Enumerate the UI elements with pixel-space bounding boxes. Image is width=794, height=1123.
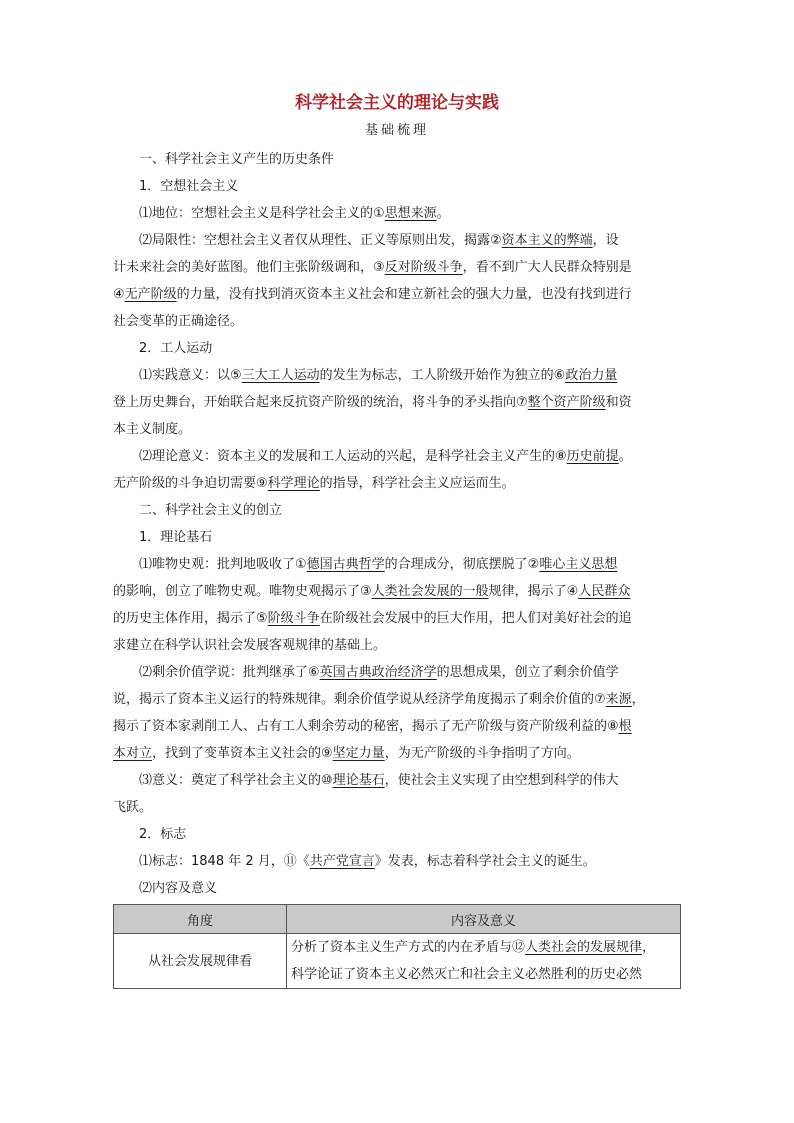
paragraph-practice: ⑴实践意义：以⑤三大工人运动的发生为标志，工人阶级开始作为独立的⑥政治力量 登上历史舞台，开始联合起来反抗资产阶级的统治，将斗争的矛头指向⑦整个资产阶级和资 本主义制度。 [113, 368, 632, 437]
section-heading-1: 一、科学社会主义产生的历史条件 [139, 152, 335, 167]
answer-blank: 理论基石 [332, 773, 385, 788]
answer-blank: 反对阶级斗争 [384, 260, 463, 275]
answer-blank: 思想来源 [384, 206, 437, 221]
answer-blank: 无产阶级 [124, 287, 177, 302]
paragraph-status: ⑴地位：空想社会主义是科学社会主义的①思想来源。 [139, 206, 450, 221]
answer-blank: 政治力量 [565, 368, 618, 383]
paragraph-content-label: ⑵内容及意义 [139, 881, 218, 896]
paragraph-significance: ⑶意义：奠定了科学社会主义的⑩理论基石，使社会主义实现了由空想到科学的伟大 飞跃。 [113, 773, 619, 815]
table-cell-angle: 从社会发展规律看 [114, 934, 287, 989]
answer-blank: 资本主义的弊端 [501, 233, 593, 248]
answer-blank: 整个资产阶级 [527, 395, 606, 410]
answer-blank: 英国古典政治经济学 [319, 665, 437, 680]
subsection-heading: 2．工人运动 [139, 341, 213, 356]
answer-blank: 三大工人运动 [241, 368, 320, 383]
answer-blank: 阶级斗争 [267, 611, 320, 626]
table-header-cell: 内容及意义 [287, 905, 681, 934]
paragraph-theory: ⑵理论意义：资本主义的发展和工人运动的兴起，是科学社会主义产生的⑧历史前提。 无产阶级的斗争迫切需要⑨科学理论的指导，科学社会主义应运而生。 [113, 449, 632, 491]
page-title: 科学社会主义的理论与实践 [295, 93, 499, 113]
answer-blank: 坚定力量 [332, 746, 385, 761]
page-subtitle: 基础梳理 [364, 123, 429, 138]
section-heading-2: 二、科学社会主义的创立 [139, 503, 283, 518]
subsection-heading: 1．空想社会主义 [139, 179, 239, 194]
table-header-row [114, 905, 681, 934]
paragraph-surplus-value: ⑵剩余价值学说：批判继承了⑥英国古典政治经济学的思想成果，创立了剩余价值学 说，揭示了资本主义运行的特殊规律。剩余价值学说从经济学角度揭示了剩余价值的⑦来源， 揭示了资本家剥削工人、占有工人剩余劳动的秘密，揭示了无产阶级与资产阶级利益的⑧根 本对立，找到了变革资本主义社会的⑨坚定力量，为无产阶级的斗争指明了方向。 [113, 665, 645, 761]
paragraph-symbol: ⑴标志：1848 年 2 月，⑪《共产党宣言》发表，标志着科学社会主义的诞生。 [139, 854, 596, 869]
answer-blank: 共产党宣言 [309, 854, 375, 869]
answer-blank: 历史前提 [566, 449, 619, 464]
answer-blank: 人民群众 [578, 584, 631, 599]
answer-blank: 德国古典哲学 [306, 557, 385, 572]
table-row [114, 934, 681, 989]
table-cell-content: 分析了资本主义生产方式的内在矛盾与⑫人类社会的发展规律， 科学论证了资本主义必然灭亡和社会主义必然胜利的历史必然 [287, 934, 681, 989]
answer-blank: 科学理论 [267, 476, 320, 491]
answer-blank: 人类社会发展的一般 [371, 584, 489, 599]
table-header-cell: 角度 [114, 905, 287, 934]
paragraph-materialism: ⑴唯物史观：批判地吸收了①德国古典哲学的合理成分，彻底摆脱了②唯心主义思想 的影响，创立了唯物史观。唯物史观揭示了③人类社会发展的一般规律，揭示了④人民群众 的历史主体作用，揭示了⑤阶级斗争在阶级社会发展中的巨大作用，把人们对美好社会的追 求建立在科学认识社会发展客观规律的基础上。 [113, 557, 632, 653]
subsection-heading: 2．标志 [139, 827, 187, 842]
subsection-heading: 1．理论基石 [139, 530, 213, 545]
answer-blank: 来源 [605, 692, 632, 707]
answer-blank: 根 [618, 719, 632, 734]
content-table [113, 904, 681, 989]
answer-blank: 唯心主义思想 [539, 557, 618, 572]
paragraph-limitation: ⑵局限性：空想社会主义者仅从理性、正义等原则出发，揭露②资本主义的弊端，设 计未来社会的美好蓝图。他们主张阶级调和，③反对阶级斗争，看不到广大人民群众特别是 ④无产阶级的力量，没有找到消灭资本主义社会和建立新社会的强大力量，也没有找到进行 社会变革的正确途径。 [113, 233, 632, 329]
document-page [113, 92, 681, 989]
answer-blank: 本对立 [113, 746, 153, 761]
answer-blank: 人类社会的发展规律 [525, 940, 643, 955]
